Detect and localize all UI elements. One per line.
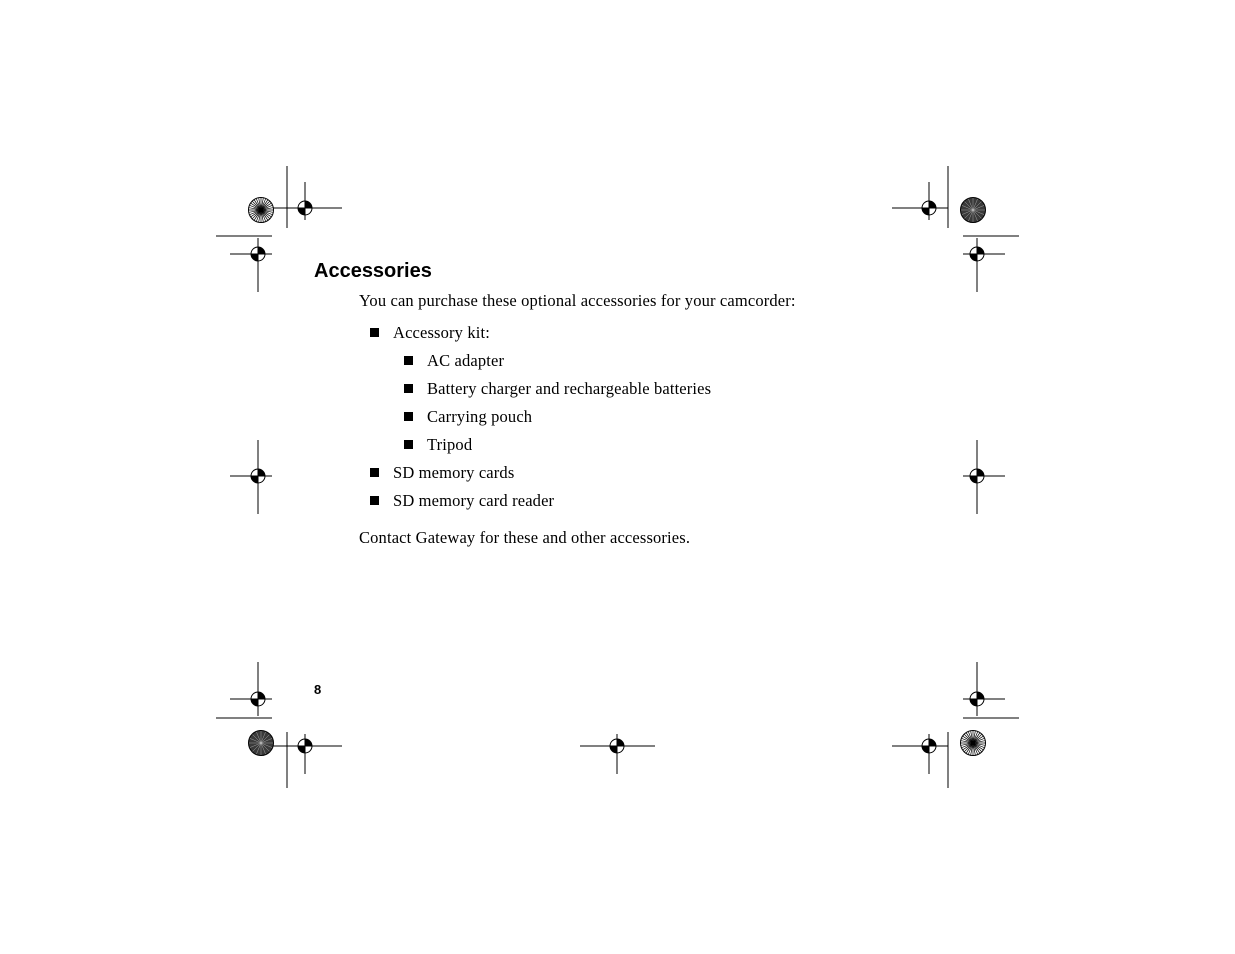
sub-list-item	[404, 379, 711, 399]
list-item	[370, 491, 554, 511]
square-bullet-icon	[404, 384, 413, 393]
sub-list-item-label: Carrying pouch	[427, 407, 533, 426]
sub-list-item-label: Tripod	[427, 435, 473, 454]
section-title: Accessories	[314, 260, 432, 282]
list-item	[370, 323, 490, 343]
sub-list-item-label: AC adapter	[427, 351, 505, 370]
list-item	[370, 463, 514, 483]
square-bullet-icon	[370, 468, 379, 477]
square-bullet-icon	[370, 496, 379, 505]
list-item-label: SD memory card reader	[393, 491, 555, 510]
closing-paragraph: Contact Gateway for these and other accessories.	[359, 528, 691, 547]
sub-list-item	[404, 407, 532, 427]
sub-list-item	[404, 351, 504, 371]
list-item-label: SD memory cards	[393, 463, 515, 482]
square-bullet-icon	[370, 328, 379, 337]
intro-paragraph: You can purchase these optional accessories for your camcorder:	[359, 291, 796, 310]
sub-list-item-label: Battery charger and rechargeable batteries	[427, 379, 712, 398]
list-item-label: Accessory kit:	[393, 323, 490, 342]
page-number: 8	[314, 682, 322, 697]
square-bullet-icon	[404, 356, 413, 365]
square-bullet-icon	[404, 440, 413, 449]
square-bullet-icon	[404, 412, 413, 421]
sub-list-item	[404, 435, 472, 455]
